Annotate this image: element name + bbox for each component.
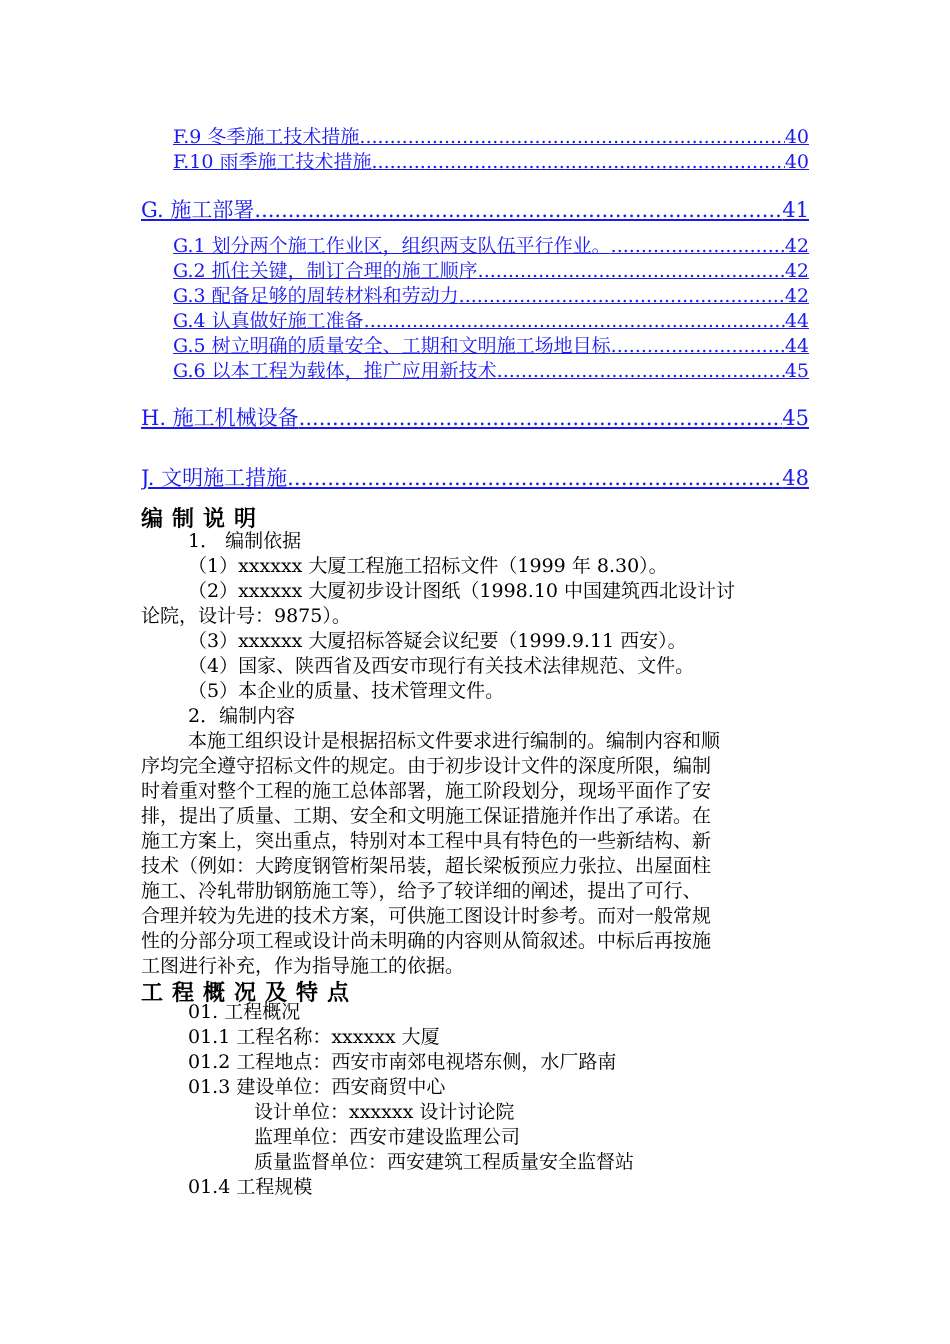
toc-entry-g[interactable] [141, 196, 809, 224]
toc-entry-g2[interactable] [173, 259, 809, 283]
body-line: 排，提出了质量、工期、安全和文明施工保证措施并作出了承诺。在 [141, 805, 712, 827]
toc-entry-label: G.5 树立明确的质量安全、工期和文明施工场地目标 [173, 335, 611, 357]
toc-entry-label: G.4 认真做好施工准备 [173, 310, 364, 332]
body-line: 设计单位：xxxxxx 设计讨论院 [254, 1101, 515, 1123]
body-line: 01.3 建设单位：西安商贸中心 [188, 1076, 446, 1098]
toc-entry-page: 40 [784, 151, 809, 173]
section-heading-compilation-notes: 编制说明 [141, 507, 266, 532]
toc-entry-page: 40 [784, 126, 809, 148]
body-line: 施工、冷轧带肋钢筋施工等），给予了较详细的阐述，提出了可行、 [141, 880, 702, 902]
body-line: （5）本企业的质量、技术管理文件。 [188, 680, 505, 702]
toc-entry-page: 45 [782, 406, 809, 430]
body-line: 技术（例如：大跨度钢管桁架吊装，超长梁板预应力张拉、出屋面柱 [141, 855, 712, 877]
body-line: 性的分部分项工程或设计尚未明确的内容则从简叙述。中标后再按施 [141, 930, 712, 952]
toc-entry-j[interactable] [141, 464, 809, 492]
toc-entry-label: G.2 抓住关键，制订合理的施工顺序 [173, 260, 478, 282]
toc-entry-f10[interactable] [173, 150, 809, 174]
body-line: 监理单位：西安市建设监理公司 [254, 1126, 521, 1148]
body-line: （2）xxxxxx 大厦初步设计图纸（1998.10 中国建筑西北设计讨 [188, 580, 736, 602]
body-line: 2．编制内容 [188, 705, 296, 727]
body-line: 论院，设计号：9875）。 [141, 605, 351, 627]
toc-entry-label: F.9 冬季施工技术措施 [173, 126, 360, 148]
body-line: 01.4 工程规模 [188, 1176, 313, 1198]
body-line: 01.1 工程名称：xxxxxx 大厦 [188, 1026, 440, 1048]
body-line: 工图进行补充，作为指导施工的依据。 [141, 955, 465, 977]
toc-entry-page: 42 [784, 235, 809, 257]
toc-entry-label: G. 施工部署 [141, 198, 255, 222]
section-heading-project-overview: 工程概况及特点 [141, 981, 359, 1006]
toc-entry-label: F.10 雨季施工技术措施 [173, 151, 372, 173]
body-line: 1． 编制依据 [188, 530, 302, 552]
toc-entry-g3[interactable] [173, 284, 809, 308]
toc-entry-g1[interactable] [173, 234, 809, 258]
toc-entry-g4[interactable] [173, 309, 809, 333]
body-line: 合理并较为先进的技术方案，可供施工图设计时参考。而对一般常规 [141, 905, 712, 927]
toc-entry-page: 42 [784, 260, 809, 282]
body-line: 时着重对整个工程的施工总体部署，施工阶段划分，现场平面作了安 [141, 780, 712, 802]
body-line: 01. 工程概况 [188, 1001, 301, 1023]
toc-entry-label: G.3 配备足够的周转材料和劳动力 [173, 285, 459, 307]
toc-entry-f9[interactable] [173, 125, 809, 149]
body-line: （1）xxxxxx 大厦工程施工招标文件（1999 年 8.30）。 [188, 555, 668, 577]
toc-entry-page: 45 [784, 360, 809, 382]
body-line: 序均完全遵守招标文件的规定。由于初步设计文件的深度所限，编制 [141, 755, 712, 777]
toc-entry-page: 42 [784, 285, 809, 307]
body-line: 施工方案上，突出重点，特别对本工程中具有特色的一些新结构、新 [141, 830, 712, 852]
toc-entry-page: 44 [784, 310, 809, 332]
toc-entry-label: H. 施工机械设备 [141, 406, 299, 430]
toc-entry-page: 48 [782, 466, 809, 490]
toc-entry-g6[interactable] [173, 359, 809, 383]
body-line: （4）国家、陕西省及西安市现行有关技术法律规范、文件。 [188, 655, 695, 677]
toc-entry-label: G.1 划分两个施工作业区，组织两支队伍平行作业。 [173, 235, 611, 257]
toc-entry-label: G.6 以本工程为载体，推广应用新技术 [173, 360, 497, 382]
body-line: （3）xxxxxx 大厦招标答疑会议纪要（1999.9.11 西安）。 [188, 630, 687, 652]
body-line: 质量监督单位：西安建筑工程质量安全监督站 [254, 1151, 635, 1173]
toc-entry-g5[interactable] [173, 334, 809, 358]
toc-entry-label: J. 文明施工措施 [141, 466, 288, 490]
toc-entry-page: 41 [782, 198, 809, 222]
body-line: 01.2 工程地点：西安市南郊电视塔东侧，水厂路南 [188, 1051, 617, 1073]
toc-entry-page: 44 [784, 335, 809, 357]
toc-entry-h[interactable] [141, 404, 809, 432]
body-line: 本施工组织设计是根据招标文件要求进行编制的。编制内容和顺 [188, 730, 721, 752]
